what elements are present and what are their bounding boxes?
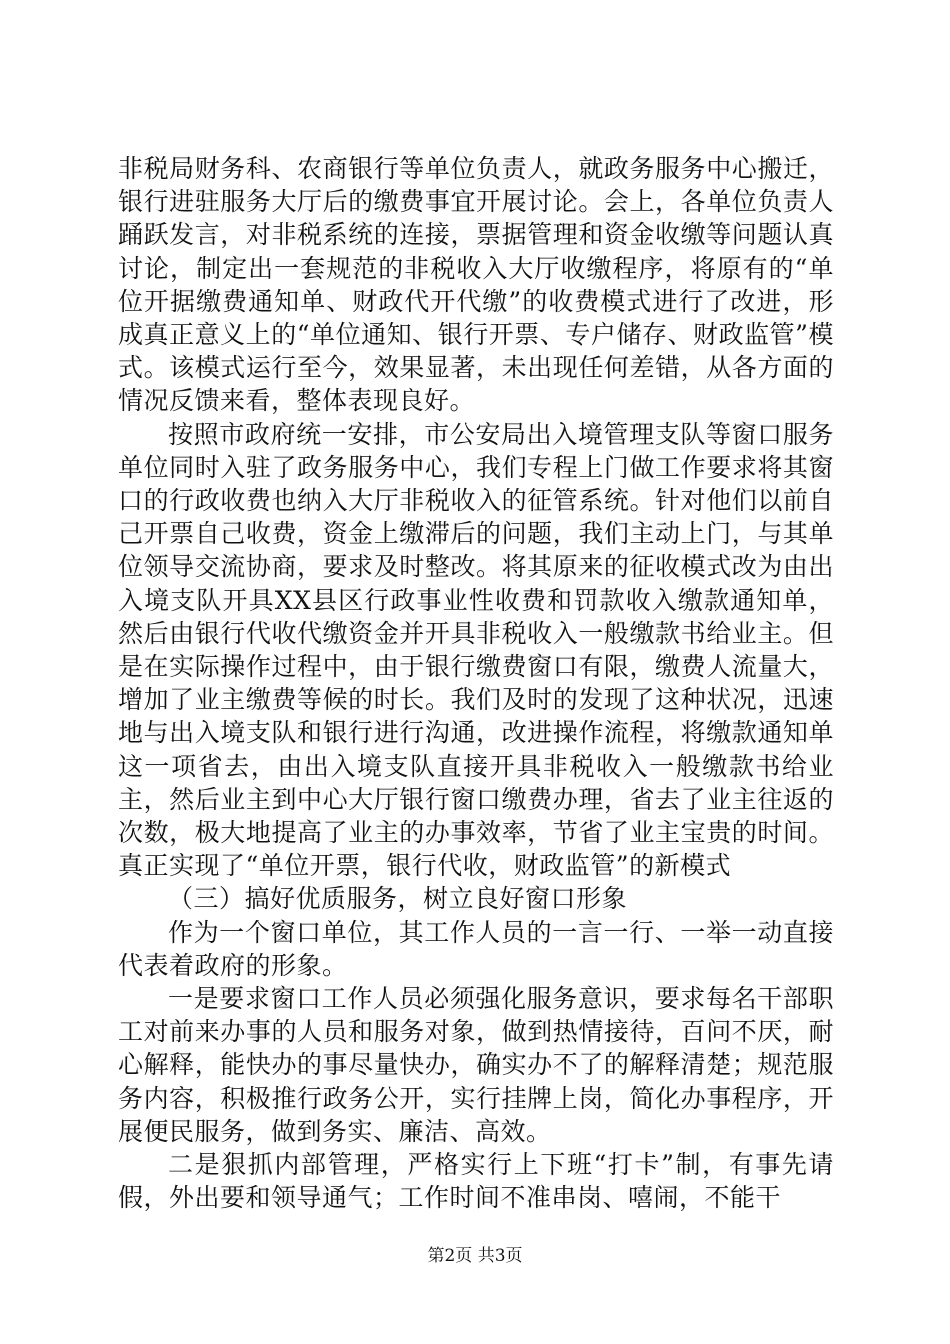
paragraph-2: 按照市政府统一安排，市公安局出入境管理支队等窗口服务单位同时入驻了政务服务中心，我们专程上门做工作要求将其窗口的行政收费也纳入大厅非税收入的征管系统。针对他们以前自己开票自己收费，资金上缴滞后的问题，我们主动上门，与其单位领导交流协商，要求及时整改。将其原来的征收模式改为由出入境支队开具XX县区行政事业性收费和罚款收入缴款通知单，然后由银行代收代缴资金并开具非税收入一般缴款书给业主。但是在实际操作过程中，由于银行缴费窗口有限，缴费人流量大，增加了业主缴费等候的时长。我们及时的发现了这种状况，迅速地与出入境支队和银行进行沟通，改进操作流程，将缴款通知单这一项省去，由出入境支队直接开具非税收入一般缴款书给业主，然后业主到中心大厅银行窗口缴费办理，省去了业主往返的次数，极大地提高了业主的办事效率，节省了业主宝贵的时间。真正实现了“单位开票，银行代收，财政监管”的新模式 (118, 419, 834, 881)
section-heading: （三）搞好优质服务，树立良好窗口形象 (168, 884, 628, 914)
page-number-footer: 第2页 共3页 (427, 1246, 523, 1266)
paragraph-1: 非税局财务科、农商银行等单位负责人，就政务服务中心搬迁，银行进驻服务大厅后的缴费事宜开展讨论。会上，各单位负责人踊跃发言，对非税系统的连接，票据管理和资金收缴等问题认真讨论，制定出一套规范的非税收入大厅收缴程序，将原有的“单位开据缴费通知单、财政代开代缴”的收费模式进行了改进，形成真正意义上的“单位通知、银行开票、专户储存、财政监管”模式。该模式运行至今，效果显著，未出现任何差错，从各方面的情况反馈来看，整体表现良好。 (118, 154, 834, 416)
paragraph-5: 二是狠抓内部管理，严格实行上下班“打卡”制，有事先请假，外出要和领导通气；工作时间不准串岗、嘻闹，不能干 (118, 1150, 834, 1213)
paragraph-3: 作为一个窗口单位，其工作人员的一言一行、一举一动直接代表着政府的形象。 (118, 917, 834, 980)
document-body (118, 152, 834, 1215)
paragraph-4: 一是要求窗口工作人员必须强化服务意识，要求每名干部职工对前来办事的人员和服务对象，做到热情接待，百问不厌，耐心解释，能快办的事尽量快办，确实办不了的解释清楚；规范服务内容，积极推行政务公开，实行挂牌上岗，简化办事程序，开展便民服务，做到务实、廉洁、高效。 (118, 984, 834, 1146)
